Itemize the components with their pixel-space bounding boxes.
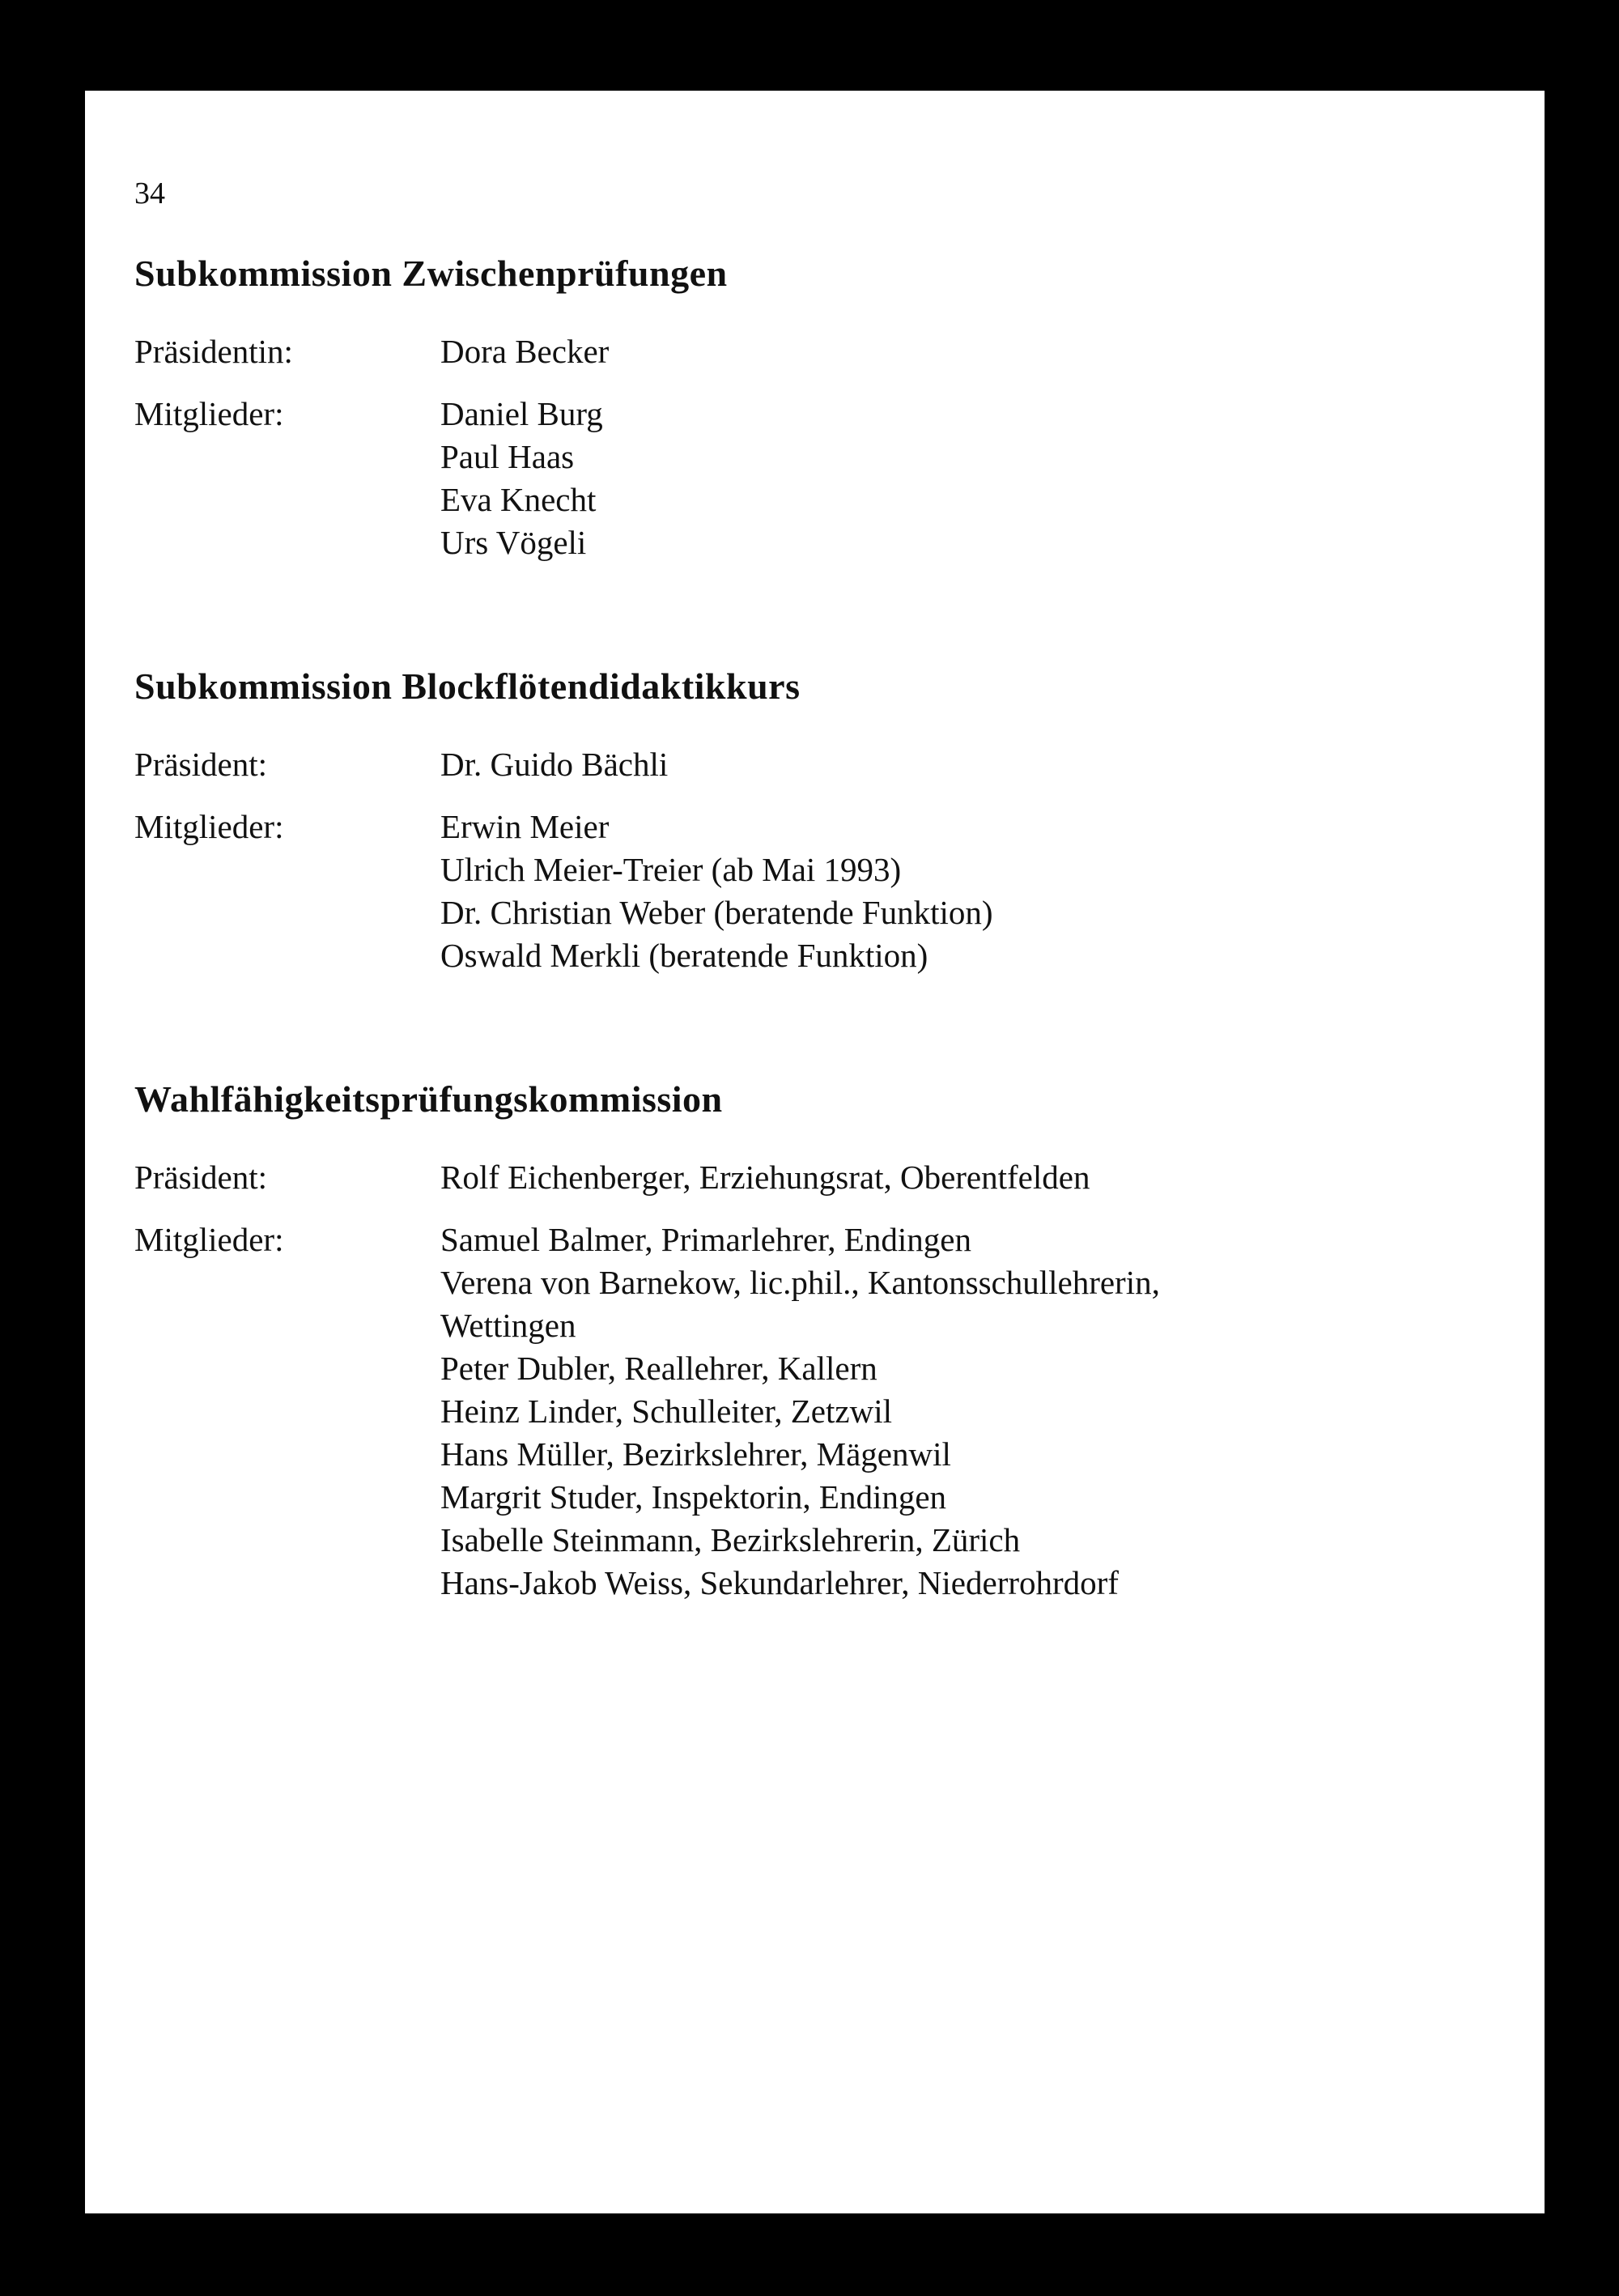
role-row-members (134, 393, 1430, 564)
role-row-president (134, 330, 1430, 373)
role-label: Mitglieder: (134, 808, 284, 845)
section-wahlfaehigkeitspruefungskommission (134, 1077, 1430, 1605)
role-row-members (134, 806, 1430, 977)
member-name: Daniel Burg (440, 395, 603, 432)
role-names (440, 806, 1430, 977)
member-name: Urs Vögeli (440, 524, 587, 561)
section-title: Wahlfähigkeitsprüfungskommission (134, 1078, 723, 1120)
section-title: Subkommission Blockflötendidaktikkurs (134, 665, 801, 707)
role-names (440, 330, 1430, 373)
member-name: Oswald Merkli (beratende Funktion) (440, 937, 928, 974)
member-name: Eva Knecht (440, 481, 597, 518)
member-name: Isabelle Steinmann, Bezirkslehrerin, Zürich (440, 1521, 1021, 1558)
role-label: Präsident: (134, 746, 267, 783)
section-title: Subkommission Zwischenprüfungen (134, 253, 728, 294)
member-name: Verena von Barnekow, lic.phil., Kantonsschullehrerin, (440, 1264, 1160, 1301)
member-name: Hans Müller, Bezirkslehrer, Mägenwil (440, 1435, 951, 1473)
role-label: Mitglieder: (134, 395, 284, 432)
role-label: Präsident: (134, 1159, 267, 1196)
member-name: Dora Becker (440, 333, 610, 370)
page-number: 34 (134, 176, 165, 210)
role-names (440, 393, 1430, 564)
role-row-president (134, 743, 1430, 786)
member-name: Erwin Meier (440, 808, 610, 845)
member-name: Paul Haas (440, 438, 575, 475)
member-name: Peter Dubler, Reallehrer, Kallern (440, 1350, 877, 1387)
role-names (440, 743, 1430, 786)
section-zwischenpruefungen (134, 251, 1430, 564)
member-name: Samuel Balmer, Primarlehrer, Endingen (440, 1221, 971, 1258)
member-name: Wettingen (440, 1307, 576, 1344)
member-name: Dr. Christian Weber (beratende Funktion) (440, 894, 993, 931)
role-row-president (134, 1156, 1430, 1199)
member-name: Margrit Studer, Inspektorin, Endingen (440, 1478, 947, 1516)
role-row-members (134, 1218, 1430, 1605)
role-label: Mitglieder: (134, 1221, 284, 1258)
role-names (440, 1218, 1430, 1605)
role-label: Präsidentin: (134, 333, 293, 370)
member-name: Rolf Eichenberger, Erziehungsrat, Oberentfelden (440, 1159, 1090, 1196)
section-blockfloetendidaktikkurs (134, 664, 1430, 977)
member-name: Dr. Guido Bächli (440, 746, 669, 783)
role-names (440, 1156, 1430, 1199)
member-name: Heinz Linder, Schulleiter, Zetzwil (440, 1392, 892, 1430)
member-name: Hans-Jakob Weiss, Sekundarlehrer, Niederrohrdorf (440, 1564, 1119, 1601)
member-name: Ulrich Meier-Treier (ab Mai 1993) (440, 851, 902, 888)
